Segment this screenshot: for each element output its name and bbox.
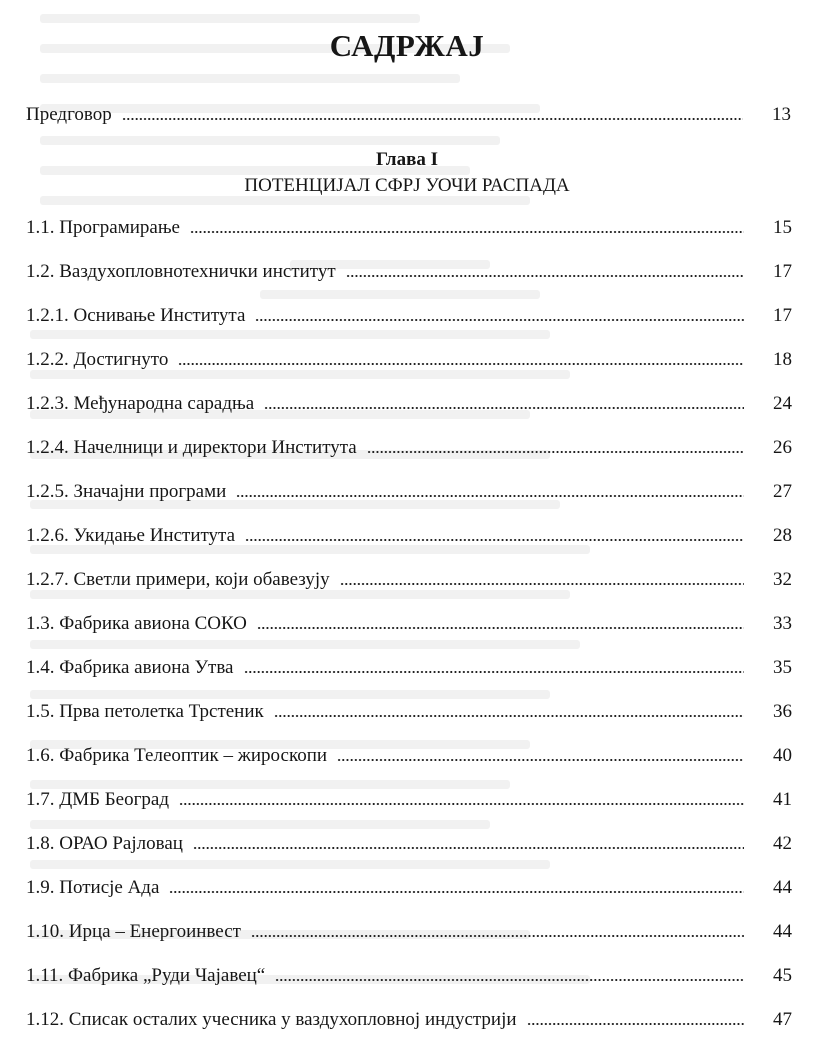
toc-entry-page: 40	[773, 745, 792, 766]
dot-leader	[275, 979, 744, 981]
chapter-number: Глава I	[375, 149, 438, 170]
toc-entry-title: 1.5. Прва петолетка Трстеник	[26, 701, 264, 722]
toc-entry-title: 1.12. Списак осталих учесника у ваздухопловној индустрији	[26, 1009, 517, 1030]
dot-leader	[244, 671, 745, 673]
dot-leader	[337, 759, 744, 761]
toc-entry-title: Предговор	[26, 104, 112, 125]
toc-entry-page: 13	[772, 104, 791, 125]
toc-entry-title: 1.3. Фабрика авиона СОКО	[26, 613, 247, 634]
dot-leader	[178, 363, 744, 365]
toc-entry-page: 26	[773, 437, 792, 458]
toc-entry-page: 42	[773, 833, 792, 854]
toc-entry-title: 1.1. Програмирање	[26, 217, 180, 238]
toc-entry	[26, 921, 792, 947]
chapter-title: ПОТЕНЦИЈАЛ СФРЈ УОЧИ РАСПАДА	[244, 175, 570, 196]
toc-entry	[26, 217, 792, 243]
toc-entry	[26, 525, 792, 551]
toc-entry-title: 1.2.6. Укидање Института	[26, 525, 236, 546]
toc-entry	[26, 657, 792, 683]
toc-entry-title: 1.10. Ирца – Енергоинвест	[26, 921, 241, 942]
toc-entry-page: 17	[773, 261, 792, 282]
toc-entry	[26, 305, 792, 331]
toc-entry-page: 35	[773, 657, 792, 678]
toc-entry-page: 47	[773, 1009, 792, 1030]
toc-entry-title: 1.2.5. Значајни програми	[26, 481, 227, 502]
toc-entry	[26, 877, 792, 903]
toc-entry	[26, 701, 792, 727]
toc-entry-page: 45	[773, 965, 792, 986]
dot-leader	[346, 275, 744, 277]
toc-entry	[26, 789, 792, 815]
toc-entry	[26, 261, 792, 287]
toc-entry-page: 32	[773, 569, 792, 590]
toc-entry-page: 24	[773, 393, 792, 414]
dot-leader	[236, 495, 744, 497]
dot-leader	[245, 539, 744, 541]
toc-entry-title: 1.4. Фабрика авиона Утва	[26, 657, 234, 678]
toc-entry-title: 1.2.4. Начелници и директори Института	[26, 437, 357, 458]
toc-entry-page: 33	[773, 613, 792, 634]
toc-entry-title: 1.9. Потисје Ада	[26, 877, 160, 898]
dot-leader	[251, 935, 744, 937]
toc-entry	[26, 745, 792, 771]
dot-leader	[169, 891, 744, 893]
toc-entry	[26, 481, 792, 507]
toc-entry-title: 1.7. ДМБ Београд	[26, 789, 170, 810]
toc-entry-title: 1.2.2. Достигнуто	[26, 349, 169, 370]
toc-entry-page: 17	[773, 305, 792, 326]
dot-leader	[340, 583, 744, 585]
toc-entry-page: 27	[773, 481, 792, 502]
toc-entry-title: 1.6. Фабрика Телеоптик – жироскопи	[26, 745, 328, 766]
dot-leader	[255, 319, 744, 321]
toc-entry	[26, 437, 792, 463]
toc-entry-title: 1.8. ОРАО Рајловац	[26, 833, 183, 854]
dot-leader	[274, 715, 744, 717]
toc-entry-page: 44	[773, 921, 792, 942]
toc-entry-page: 44	[773, 877, 792, 898]
dot-leader	[527, 1023, 744, 1025]
page-title: САДРЖАЈ	[329, 28, 485, 63]
dot-leader	[264, 407, 744, 409]
toc-entry	[26, 833, 792, 859]
toc-entry-title: 1.2.3. Међународна сарадња	[26, 393, 255, 414]
toc-entry-page: 41	[773, 789, 792, 810]
toc-entry-page: 15	[773, 217, 792, 238]
dot-leader	[367, 451, 744, 453]
toc-entry-page: 28	[773, 525, 792, 546]
toc-entry	[26, 569, 792, 595]
dot-leader	[179, 803, 744, 805]
toc-entry	[26, 1009, 792, 1035]
toc-entry-title: 1.2.1. Оснивање Института	[26, 305, 246, 326]
toc-entry-preface	[26, 104, 791, 130]
dot-leader	[122, 118, 743, 120]
toc-entry-title: 1.2. Ваздухопловнотехнички институт	[26, 261, 336, 282]
toc-entry-title: 1.2.7. Светли примери, који обавезују	[26, 569, 330, 590]
toc-entry	[26, 613, 792, 639]
dot-leader	[190, 231, 744, 233]
toc-entry-title: 1.11. Фабрика „Руди Чајавец“	[26, 965, 266, 986]
toc-entry-page: 18	[773, 349, 792, 370]
dot-leader	[257, 627, 744, 629]
dot-leader	[193, 847, 744, 849]
toc-entry	[26, 393, 792, 419]
toc-entry	[26, 965, 792, 991]
toc-entry-page: 36	[773, 701, 792, 722]
toc-entry	[26, 349, 792, 375]
